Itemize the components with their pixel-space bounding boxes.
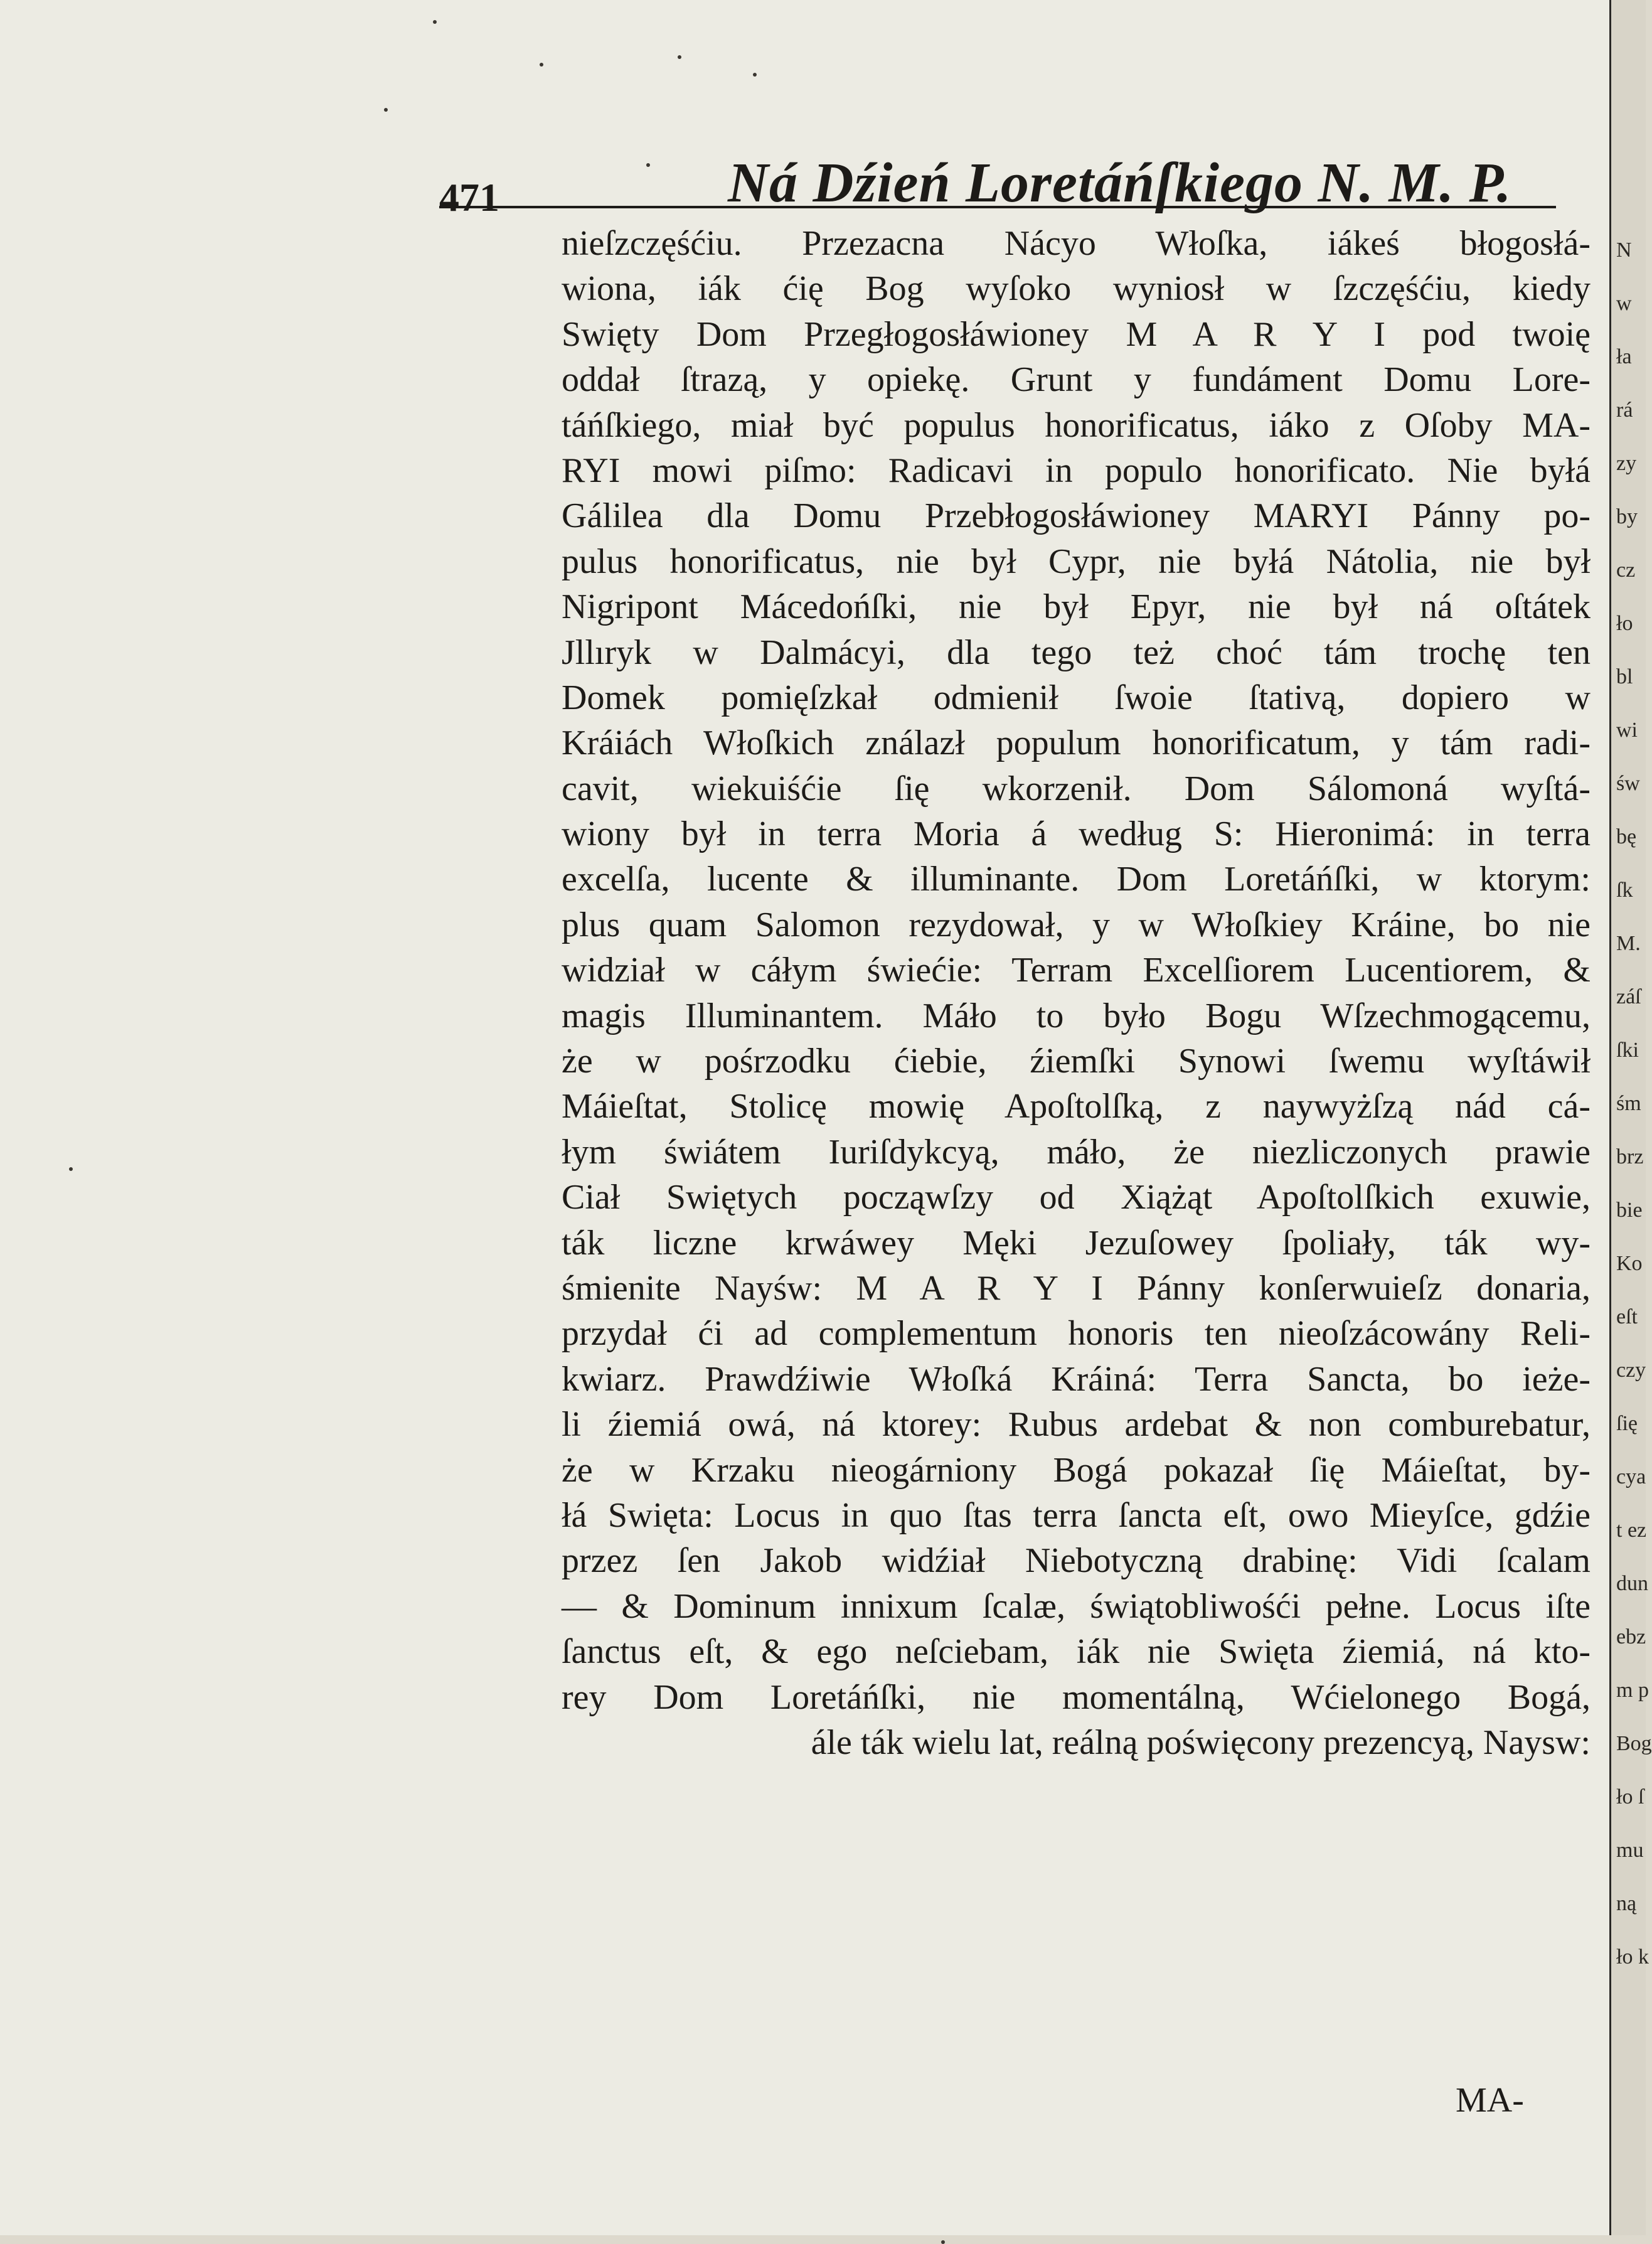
text-line: ták liczne krwáwey Męki Jezuſowey ſpoliały, ták wy- bbox=[562, 1223, 1591, 1263]
body-text bbox=[562, 221, 1591, 1765]
text-line: cavit, wiekuiśćie ſię wkorzenił. Dom Sálomoná wyſtá- bbox=[562, 769, 1591, 808]
text-line: wiona, iák ćię Bog wyſoko wyniosł w ſzczęśćiu, kiedy bbox=[562, 269, 1591, 309]
text-line: Jllıryk w Dalmácyi, dla tego też choć tám trochę ten bbox=[562, 633, 1591, 672]
text-line: excelſa, lucente & illuminante. Dom Loretáńſki, w ktorym: bbox=[562, 860, 1591, 899]
text-line: RYI mowi piſmo: Radicavi in populo honorificato. Nie byłá bbox=[562, 451, 1591, 490]
next-page-fragment: czy bbox=[1616, 1359, 1646, 1382]
text-line: táńſkiego, miał być populus honorificatus, iáko z Oſoby MA- bbox=[562, 405, 1591, 445]
text-line: przydał ći ad complementum honoris ten nieoſzácowány Reli- bbox=[562, 1314, 1591, 1354]
next-page-fragment: eſt bbox=[1616, 1305, 1638, 1328]
paper-speck bbox=[678, 55, 681, 59]
next-page-fragment: ło bbox=[1616, 612, 1633, 635]
text-line: przez ſen Jakob widźiał Niebotyczną drabinę: Vidi ſcalam bbox=[562, 1541, 1591, 1581]
next-page-edge bbox=[1609, 0, 1652, 2235]
next-page-fragment: bl bbox=[1616, 665, 1633, 688]
text-line: ále ták wielu lat, reálną poświęcony prezencyą, Naysw: bbox=[811, 1723, 1591, 1762]
next-page-fragment: śm bbox=[1616, 1092, 1641, 1115]
catchword: MA- bbox=[1456, 2081, 1524, 2120]
paper-speck bbox=[941, 2240, 945, 2244]
next-page-fragment: wi bbox=[1616, 719, 1638, 742]
paper-speck bbox=[384, 108, 388, 112]
next-page-fragment: Bog bbox=[1616, 1732, 1652, 1755]
text-line: śmienite Nayśw: M A R Y I Pánny konſerwuieſz donaria, bbox=[562, 1268, 1591, 1308]
text-line: wiony był in terra Moria á według S: Hieronimá: in terra bbox=[562, 815, 1591, 854]
next-page-fragment: ło ſ bbox=[1616, 1785, 1644, 1809]
page-number: 471 bbox=[439, 175, 499, 220]
text-line: że w Krzaku nieogárniony Bogá pokazał ſię Máieſtat, by- bbox=[562, 1450, 1591, 1490]
next-page-fragment: ło k bbox=[1616, 1945, 1649, 1969]
next-page-fragment: bę bbox=[1616, 825, 1637, 848]
paper-speck bbox=[69, 1167, 73, 1171]
text-line: rey Dom Loretáńſki, nie momentálną, Wćielonego Bogá, bbox=[562, 1677, 1591, 1717]
text-line: Nigripont Mácedońſki, nie był Epyr, nie był ná oſtátek bbox=[562, 587, 1591, 627]
page-header bbox=[439, 143, 1556, 220]
running-head: Ná Dźień Loretáńſkiego N. M. P. bbox=[728, 152, 1512, 214]
next-page-fragment: záſ bbox=[1616, 985, 1641, 1008]
next-page-fragment: cz bbox=[1616, 558, 1636, 582]
paper-speck bbox=[753, 73, 757, 77]
text-line: Kráiách Włoſkich ználazł populum honorificatum, y tám radi- bbox=[562, 724, 1591, 763]
text-line: li źiemiá owá, ná ktorey: Rubus ardebat & non comburebatur, bbox=[562, 1405, 1591, 1445]
text-line: plus quam Salomon rezydował, y w Włoſkiey Kráine, bo nie bbox=[562, 905, 1591, 944]
next-page-fragment: t ez bbox=[1616, 1519, 1647, 1542]
next-page-fragment: ſk bbox=[1616, 879, 1633, 902]
next-page-fragment: bie bbox=[1616, 1199, 1643, 1222]
text-line: Domek pomięſzkał odmienił ſwoie ſtativą, dopiero w bbox=[562, 678, 1591, 717]
text-line: ſanctus eſt, & ego neſciebam, iák nie Swięta źiemiá, ná kto- bbox=[562, 1632, 1591, 1672]
text-line: Gálilea dla Domu Przebłogosłáwioney MARYI Pánny po- bbox=[562, 496, 1591, 536]
text-line: — & Dominum innixum ſcalæ, świątobliwośći pełne. Locus iſte bbox=[562, 1586, 1591, 1626]
next-page-fragment: M. bbox=[1616, 932, 1641, 955]
next-page-fragment: św bbox=[1616, 772, 1640, 795]
next-page-fragment: ebz bbox=[1616, 1625, 1646, 1648]
next-page-fragment: mu bbox=[1616, 1839, 1644, 1862]
text-line: magis Illuminantem. Máło to było Bogu Wſzechmogącemu, bbox=[562, 996, 1591, 1035]
next-page-fragment: by bbox=[1616, 505, 1638, 528]
text-line: pulus honorificatus, nie był Cypr, nie byłá Nátolia, nie był bbox=[562, 542, 1591, 581]
paper-speck bbox=[433, 20, 437, 24]
paper-speck bbox=[540, 63, 543, 67]
text-line: nieſzczęśćiu. Przezacna Nácyo Włoſka, iákeś błogosłá- bbox=[562, 224, 1591, 263]
next-page-fragment: ną bbox=[1616, 1892, 1637, 1915]
text-line: widział w cáłym świećie: Terram Excelſiorem Lucentiorem, & bbox=[562, 951, 1591, 990]
next-page-fragment: ſki bbox=[1616, 1039, 1639, 1062]
next-page-fragment: w bbox=[1616, 292, 1632, 315]
next-page-fragment: brz bbox=[1616, 1145, 1644, 1168]
text-line: kwiarz. Prawdźiwie Włoſká Kráiná: Terra Sancta, bo ieże- bbox=[562, 1359, 1591, 1399]
next-page-fragment: ſię bbox=[1616, 1412, 1638, 1435]
next-page-fragment: zy bbox=[1616, 452, 1637, 475]
next-page-fragment: Ko bbox=[1616, 1252, 1643, 1275]
next-page-fragment: N bbox=[1616, 238, 1632, 262]
next-page-fragment: dun bbox=[1616, 1572, 1648, 1595]
text-line: Ciał Swiętych począwſzy od Xiążąt Apoſtolſkich exuwie, bbox=[562, 1178, 1591, 1217]
text-line: oddał ſtrazą, y opiekę. Grunt y fundáment Domu Lore- bbox=[562, 360, 1591, 400]
text-line: Máieſtat, Stolicę mowię Apoſtolſką, z naywyżſzą nád cá- bbox=[562, 1087, 1591, 1126]
next-page-fragment: rá bbox=[1616, 398, 1633, 422]
text-line: łym świátem Iuriſdykcyą, máło, że niezliczonych prawie bbox=[562, 1132, 1591, 1172]
next-page-fragment: ła bbox=[1616, 345, 1632, 368]
next-page-fragment: cya bbox=[1616, 1465, 1646, 1488]
next-page-fragment: m p bbox=[1616, 1679, 1649, 1702]
text-line: Swięty Dom Przegłogosłáwioney M A R Y I pod twoię bbox=[562, 314, 1591, 354]
text-line: łá Swięta: Locus in quo ſtas terra ſancta eſt, owo Mieyſce, gdźie bbox=[562, 1495, 1591, 1535]
text-line: że w pośrzodku ćiebie, źiemſki Synowi ſwemu wyſtáwił bbox=[562, 1042, 1591, 1081]
